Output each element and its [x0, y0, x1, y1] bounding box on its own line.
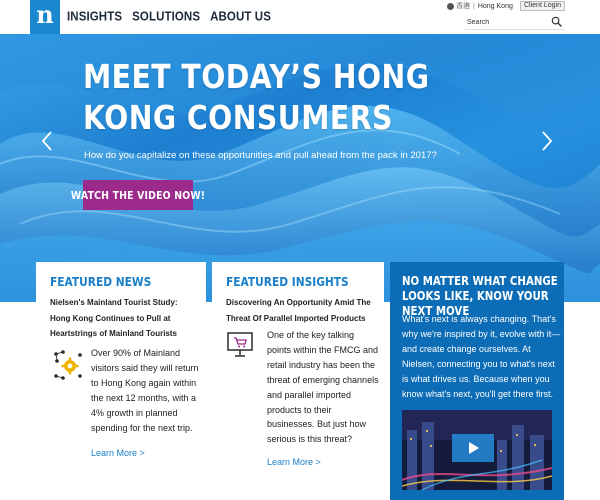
know-your-next-move-card [390, 262, 564, 500]
featured-insights-card [212, 262, 384, 500]
hero-title: MEET TODAY’S HONG KONG CONSUMERS [83, 57, 430, 137]
chevron-left-icon[interactable] [40, 130, 54, 152]
search-input[interactable] [465, 15, 565, 30]
watch-video-button[interactable]: WATCH THE VIDEO NOW! [83, 180, 193, 210]
featured-news-card [36, 262, 206, 500]
news-learn-more-link[interactable]: Learn More > [91, 448, 145, 458]
screen-cart-icon [226, 330, 256, 360]
play-button[interactable] [452, 434, 494, 462]
card-title: FEATURED INSIGHTS [226, 274, 349, 289]
nav-about-us[interactable]: ABOUT US [210, 10, 271, 24]
play-icon [466, 441, 480, 455]
news-headline-link[interactable]: Nielsen's Mainland Tourist Study: Hong Kong Continues to Pull at Heartstrings of Mainland Tourists [50, 298, 178, 338]
feature-cards [36, 262, 564, 500]
news-body: Over 90% of Mainland visitors said they will return to Hong Kong again within the next 12 months, with a 4% growth in planned spending for the next trip. [91, 348, 199, 433]
network-gear-icon [52, 349, 84, 381]
site-header [0, 0, 600, 34]
search-icon[interactable] [551, 16, 562, 27]
region-english: Hong Kong [477, 2, 513, 10]
region-selector[interactable] [447, 0, 513, 12]
nielsen-logo[interactable]: n [30, 0, 60, 34]
about-body: What's next is always changing. That's why we're inspired by it, evolve with it—and create change ourselves. At Nielsen, connecting you to what's next is what drives us. Because when you know what's next, you'll get there first. [402, 314, 561, 399]
video-thumbnail[interactable] [402, 410, 552, 490]
card-title: FEATURED NEWS [50, 274, 152, 289]
globe-icon [447, 3, 454, 10]
insights-headline-link[interactable]: Discovering An Opportunity Amid The Threat Of Parallel Imported Products [226, 298, 371, 323]
nav-insights[interactable]: INSIGHTS [67, 10, 123, 24]
region-chinese: 香港 [456, 3, 470, 10]
hero-subtitle: How do you capitalize on these opportunities and pull ahead from the pack in 2017? [84, 150, 437, 161]
main-nav [67, 11, 271, 23]
region-separator: | [473, 2, 475, 10]
nav-solutions[interactable]: SOLUTIONS [132, 10, 201, 24]
card-title: NO MATTER WHAT CHANGE LOOKS LIKE, KNOW YOUR NEXT MOVE [402, 274, 558, 318]
insights-body: One of the key talking points within the FMCG and retail industry has been the threat of emerging channels and parallel imported products to their businesses. But just how serious is this threat? [267, 330, 379, 445]
insights-learn-more-link[interactable]: Learn More > [267, 457, 321, 467]
chevron-right-icon[interactable] [540, 130, 554, 152]
client-login-button[interactable]: Client Login [520, 1, 565, 11]
